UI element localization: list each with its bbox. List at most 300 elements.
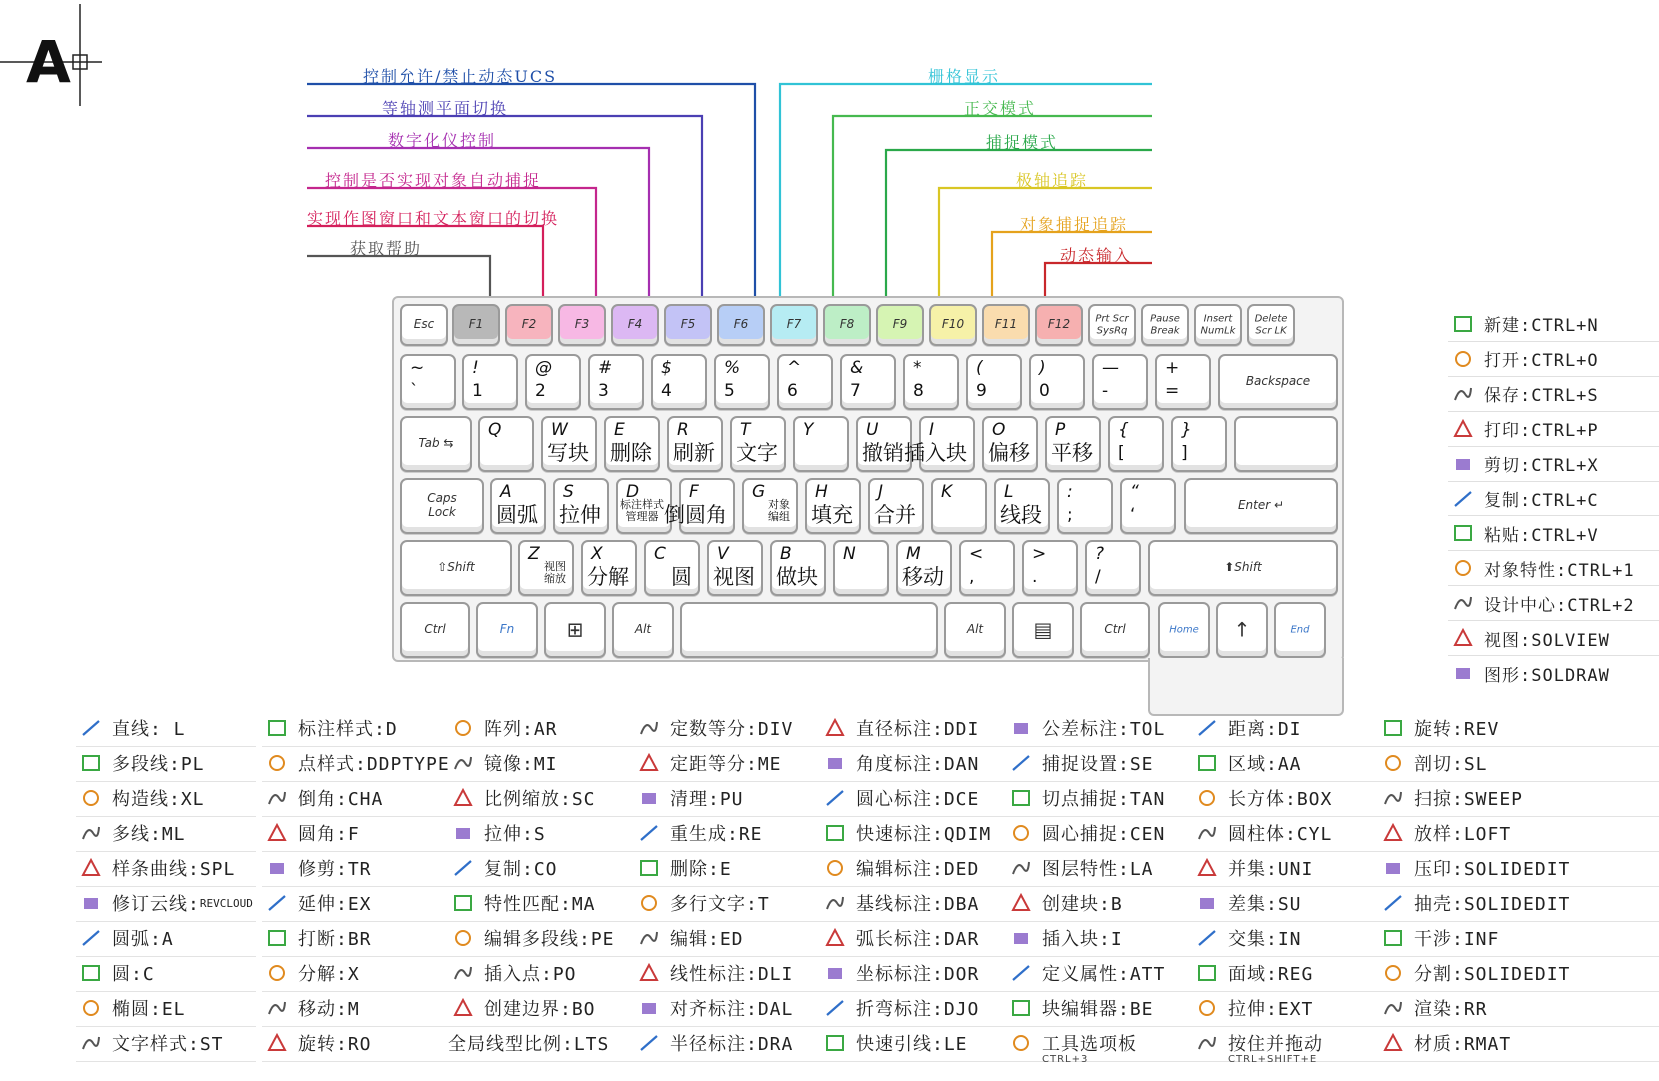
key-lalt[interactable] (612, 602, 674, 658)
copy-object-icon (452, 858, 474, 878)
key-label: F6 (733, 317, 749, 332)
key-lbr[interactable] (1108, 416, 1164, 472)
shortcut-item[interactable] (1448, 515, 1659, 550)
command-item[interactable] (448, 710, 634, 747)
command-item[interactable] (1006, 920, 1192, 957)
command-item[interactable] (1378, 1025, 1659, 1062)
command-item[interactable] (448, 745, 634, 782)
key-command-label: 写块 (547, 441, 589, 465)
command-item[interactable] (634, 850, 820, 887)
command-item[interactable] (76, 815, 256, 852)
key-equal[interactable] (1155, 354, 1211, 410)
key-bottom-label: 5 (724, 381, 735, 401)
command-item[interactable] (76, 885, 256, 922)
key-top-label: K (941, 482, 953, 502)
command-label: 距离:DI (1228, 719, 1302, 740)
command-item[interactable] (262, 710, 448, 747)
extend-icon (266, 893, 288, 913)
insert-icon (1010, 928, 1032, 948)
key-label: F2 (521, 317, 537, 332)
shortcut-item[interactable] (1448, 411, 1659, 446)
command-item[interactable] (262, 1025, 448, 1062)
key-bottom-label: 0 (1039, 381, 1050, 401)
command-item[interactable] (1006, 955, 1192, 992)
key-f4[interactable] (611, 304, 659, 346)
key-k2[interactable] (525, 354, 581, 410)
command-label: 椭圆:EL (112, 999, 186, 1020)
command-item[interactable] (1378, 920, 1659, 957)
key-ckey[interactable] (644, 540, 700, 596)
key-f12[interactable] (1035, 304, 1083, 346)
key-command-label: 填充 (811, 503, 853, 527)
command-item[interactable] (1192, 990, 1378, 1027)
command-label: 快速标注:QDIM (856, 824, 992, 845)
key-k1[interactable] (462, 354, 518, 410)
command-item[interactable] (448, 780, 634, 817)
key-comma[interactable] (959, 540, 1015, 596)
key-f2[interactable] (505, 304, 553, 346)
key-x[interactable] (581, 540, 637, 596)
key-bottom-label: - (1102, 381, 1109, 401)
dim-style-icon (266, 718, 288, 738)
key-backspace[interactable] (1218, 354, 1338, 410)
dim-linear-icon (638, 963, 660, 983)
command-item[interactable] (448, 850, 634, 887)
key-command-label: 拉伸 (559, 503, 601, 527)
key-label: Pause Break (1150, 313, 1180, 336)
command-label: 旋转:RO (298, 1034, 372, 1055)
command-item[interactable] (262, 780, 448, 817)
command-item[interactable] (820, 885, 1006, 922)
key-top-label: — (1102, 358, 1119, 378)
command-item[interactable] (1378, 990, 1659, 1027)
command-item[interactable] (1192, 1025, 1378, 1065)
polyline-icon (80, 753, 102, 773)
key-pause[interactable] (1141, 304, 1189, 346)
command-item[interactable] (634, 920, 820, 957)
key-tab[interactable] (400, 416, 472, 472)
command-item[interactable] (1378, 745, 1659, 782)
command-item[interactable] (1192, 745, 1378, 782)
key-bottom-label: ] (1181, 443, 1188, 463)
key-label: F10 (941, 317, 965, 332)
key-f9[interactable] (876, 304, 924, 346)
mirror-icon (452, 753, 474, 773)
key-command-label: 分解 (587, 565, 629, 589)
key-command-label: 文字 (736, 441, 778, 465)
key-grave[interactable] (400, 354, 456, 410)
command-item[interactable] (1378, 780, 1659, 817)
key-semi[interactable] (1057, 478, 1113, 534)
key-k[interactable] (931, 478, 987, 534)
command-label: 删除:E (670, 859, 732, 880)
point-icon (452, 963, 474, 983)
command-item[interactable] (76, 710, 256, 747)
key-label: ⬆Shift (1224, 560, 1262, 575)
shortcut-item[interactable] (1448, 620, 1659, 655)
key-r[interactable] (667, 416, 723, 472)
command-item[interactable] (820, 815, 1006, 852)
command-label: 交集:IN (1228, 929, 1302, 950)
command-item[interactable] (634, 710, 820, 747)
command-label: 创建块:B (1042, 894, 1123, 915)
key-end[interactable] (1274, 602, 1326, 658)
key-w[interactable] (541, 416, 597, 472)
dim-ordinate-icon (824, 963, 846, 983)
properties-icon (1452, 558, 1474, 578)
key-quote[interactable] (1120, 478, 1176, 534)
command-item[interactable] (76, 780, 256, 817)
command-label: 基线标注:DBA (856, 894, 980, 915)
callout-label-f7: 栅格显示 (927, 67, 1000, 86)
key-n[interactable] (833, 540, 889, 596)
command-label: 图层特性:LA (1042, 859, 1154, 880)
command-label: 半径标注:DRA (670, 1034, 794, 1055)
command-item[interactable] (634, 1025, 820, 1062)
key-top-label: N (843, 544, 856, 564)
command-label: 定数等分:DIV (670, 719, 794, 740)
command-item[interactable] (820, 710, 1006, 747)
key-bslash[interactable] (1234, 416, 1338, 472)
key-win[interactable] (544, 602, 606, 658)
chamfer-icon (266, 788, 288, 808)
key-f[interactable] (664, 478, 735, 534)
shortcut-item[interactable] (1448, 341, 1659, 376)
key-f10[interactable] (929, 304, 977, 346)
key-top-label: O (992, 420, 1006, 440)
quick-dim-icon (824, 823, 846, 843)
key-y[interactable] (793, 416, 849, 472)
command-item[interactable] (262, 885, 448, 922)
key-f5[interactable] (664, 304, 712, 346)
key-p[interactable] (1045, 416, 1101, 472)
shortcut-item[interactable] (1448, 376, 1659, 411)
key-g[interactable] (742, 478, 798, 534)
key-bottom-label: . (1032, 567, 1038, 587)
command-label: 圆角:F (298, 824, 360, 845)
save-icon (1452, 384, 1474, 404)
key-command-label: 视图 缩放 (544, 559, 566, 586)
command-item[interactable] (262, 850, 448, 887)
command-item[interactable] (76, 745, 256, 782)
key-delete[interactable] (1247, 304, 1295, 346)
circle-icon (80, 963, 102, 983)
key-i[interactable] (904, 416, 975, 472)
fillet-icon (266, 823, 288, 843)
key-f7[interactable] (770, 304, 818, 346)
key-j[interactable] (868, 478, 924, 534)
key-insert[interactable] (1194, 304, 1242, 346)
command-item[interactable] (634, 990, 820, 1027)
key-command-label: 删除 (610, 441, 652, 465)
command-label: 复制:CO (484, 859, 558, 880)
command-label: 编辑多段线:PE (484, 929, 615, 950)
key-command-label: 对象 编组 (768, 497, 790, 524)
command-item[interactable] (1192, 955, 1378, 992)
command-item[interactable] (1006, 780, 1192, 817)
key-f3[interactable] (558, 304, 606, 346)
key-top-label: S (563, 482, 574, 502)
key-bottom-label: 1 (472, 381, 483, 401)
command-label: 公差标注:TOL (1042, 719, 1166, 740)
key-h[interactable] (805, 478, 861, 534)
shortcut-item[interactable] (1448, 446, 1659, 481)
command-item[interactable] (820, 955, 1006, 992)
shortcut-item[interactable] (1448, 655, 1659, 690)
loft-icon (1382, 823, 1404, 843)
key-tkey[interactable] (730, 416, 786, 472)
command-item[interactable] (262, 955, 448, 992)
key-lshift[interactable] (400, 540, 512, 596)
command-item[interactable] (76, 850, 256, 887)
command-label: 编辑标注:DED (856, 859, 980, 880)
command-label: 圆弧:A (112, 929, 174, 950)
key-z[interactable] (518, 540, 574, 596)
key-command-label: 圆 (671, 565, 692, 589)
trim-icon (266, 858, 288, 878)
command-item[interactable] (262, 990, 448, 1027)
key-enter[interactable] (1184, 478, 1338, 534)
key-menu[interactable] (1012, 602, 1074, 658)
command-item[interactable] (820, 780, 1006, 817)
key-bkey[interactable] (770, 540, 826, 596)
key-k9[interactable] (966, 354, 1022, 410)
command-item[interactable] (262, 920, 448, 957)
key-bottom-label: 4 (661, 381, 672, 401)
command-label: 定距等分:ME (670, 754, 782, 775)
svg-text:A: A (26, 28, 71, 96)
command-grid (76, 710, 1659, 1081)
cylinder-icon (1196, 823, 1218, 843)
key-a[interactable] (490, 478, 546, 534)
command-label: 圆心捕捉:CEN (1042, 824, 1166, 845)
key-top-label: T (740, 420, 751, 440)
key-f11[interactable] (982, 304, 1030, 346)
command-item[interactable] (820, 920, 1006, 957)
command-label: 拉伸:EXT (1228, 999, 1314, 1020)
command-item[interactable] (448, 885, 634, 922)
key-space[interactable] (680, 602, 938, 658)
shortcut-item[interactable] (1448, 306, 1659, 341)
callout-label-f9: 捕捉模式 (985, 133, 1058, 152)
key-period[interactable] (1022, 540, 1078, 596)
callout-line-f6 (307, 84, 755, 302)
sweep-icon (1382, 788, 1404, 808)
key-k0[interactable] (1029, 354, 1085, 410)
command-label: 清理:PU (670, 789, 744, 810)
key-slash[interactable] (1085, 540, 1141, 596)
command-item[interactable] (1006, 990, 1192, 1027)
command-item[interactable] (634, 780, 820, 817)
command-item[interactable] (820, 990, 1006, 1027)
shortcut-label: 粘贴:CTRL+V (1484, 525, 1599, 546)
key-k8[interactable] (903, 354, 959, 410)
key-bottom-label: 9 (976, 381, 987, 401)
command-item[interactable] (1006, 850, 1192, 887)
key-s[interactable] (553, 478, 609, 534)
shortcut-label: 剪切:CTRL+X (1484, 456, 1599, 477)
command-label: 插入块:I (1042, 929, 1123, 950)
subtract-icon (1196, 893, 1218, 913)
command-item[interactable] (1192, 850, 1378, 887)
key-k5[interactable] (714, 354, 770, 410)
key-esc[interactable] (400, 304, 448, 346)
slice-icon (1382, 753, 1404, 773)
command-item[interactable] (1006, 1025, 1192, 1065)
key-label: ↑ (1233, 617, 1251, 642)
key-l[interactable] (994, 478, 1050, 534)
key-o[interactable] (982, 416, 1038, 472)
shortcut-item[interactable] (1448, 550, 1659, 585)
dim-radius-icon (638, 1033, 660, 1053)
presspull-icon (1196, 1033, 1218, 1053)
key-caps[interactable] (400, 478, 484, 534)
shortcut-item[interactable] (1448, 585, 1659, 620)
command-item[interactable] (262, 815, 448, 852)
command-item[interactable] (634, 745, 820, 782)
key-top-label: M (906, 544, 921, 564)
command-label: 直径标注:DDI (856, 719, 980, 740)
callout-label-f1: 获取帮助 (350, 239, 423, 258)
command-item[interactable] (1192, 815, 1378, 852)
key-label: Esc (413, 317, 435, 332)
extrude-icon (1196, 998, 1218, 1018)
command-label: 多段线:PL (112, 754, 205, 775)
key-command-label: 平移 (1051, 441, 1093, 465)
key-top-label: { (1118, 420, 1129, 440)
command-item[interactable] (262, 745, 448, 782)
command-item[interactable] (1378, 955, 1659, 992)
command-item[interactable] (1378, 850, 1659, 887)
command-label: 剖切:SL (1414, 754, 1488, 775)
shortcut-label: 复制:CTRL+C (1484, 491, 1599, 511)
rotate-icon (266, 1033, 288, 1053)
edit-text-icon (638, 928, 660, 948)
key-ralt[interactable] (944, 602, 1006, 658)
key-f1[interactable] (452, 304, 500, 346)
command-item[interactable] (1378, 710, 1659, 747)
command-item[interactable] (1378, 815, 1659, 852)
key-minus[interactable] (1092, 354, 1148, 410)
key-v[interactable] (707, 540, 763, 596)
command-item[interactable] (76, 1025, 256, 1062)
command-item[interactable] (1192, 920, 1378, 957)
key-top-label: W (551, 420, 568, 440)
autocad-logo (0, 0, 110, 110)
key-top-label: L (1004, 482, 1014, 502)
scale-icon (452, 788, 474, 808)
key-lctrl[interactable] (400, 602, 470, 658)
key-k6[interactable] (777, 354, 833, 410)
key-home[interactable] (1158, 602, 1210, 658)
key-fn[interactable] (476, 602, 538, 658)
command-label: 面域:REG (1228, 964, 1314, 985)
command-item[interactable] (1192, 885, 1378, 922)
command-item[interactable] (448, 955, 634, 992)
command-label: 圆心标注:DCE (856, 789, 980, 810)
key-e[interactable] (604, 416, 660, 472)
measure-icon (638, 753, 660, 773)
key-top-label: F (689, 482, 699, 502)
key-top-label: ! (472, 358, 479, 378)
command-item[interactable] (448, 920, 634, 957)
copy-icon (1452, 489, 1474, 509)
command-label: 拉伸:S (484, 824, 546, 845)
command-item[interactable] (1006, 815, 1192, 852)
region-icon (1196, 963, 1218, 983)
key-command-label: 插入块 (904, 441, 967, 465)
key-label: F11 (994, 317, 1018, 332)
command-item[interactable] (448, 990, 634, 1027)
callout-label-f8: 正交模式 (963, 99, 1036, 118)
command-item[interactable] (1378, 885, 1659, 922)
array-icon (452, 718, 474, 738)
key-top-label: # (598, 358, 613, 378)
key-top-label: H (815, 482, 828, 502)
command-item[interactable] (1006, 745, 1192, 782)
command-item[interactable] (448, 1025, 634, 1062)
callout-label-f4: 数字化仪控制 (388, 131, 497, 150)
command-item[interactable] (634, 955, 820, 992)
key-top-label: Y (803, 420, 814, 440)
key-k4[interactable] (651, 354, 707, 410)
open-folder-icon (1452, 349, 1474, 369)
key-top-label: R (677, 420, 689, 440)
key-up[interactable] (1216, 602, 1268, 658)
command-item[interactable] (820, 1025, 1006, 1062)
command-item[interactable] (820, 745, 1006, 782)
dim-edit-icon (824, 858, 846, 878)
command-item[interactable] (76, 920, 256, 957)
interfere-icon (1382, 928, 1404, 948)
key-top-label: U (866, 420, 879, 440)
key-k3[interactable] (588, 354, 644, 410)
command-item[interactable] (448, 815, 634, 852)
shortcut-item[interactable] (1448, 481, 1659, 516)
dim-arc-icon (824, 928, 846, 948)
key-rshift[interactable] (1148, 540, 1338, 596)
key-label: Alt (966, 622, 984, 637)
key-f6[interactable] (717, 304, 765, 346)
callout-label-f11: 对象捕捉追踪 (1019, 215, 1128, 234)
command-item[interactable] (76, 990, 256, 1027)
center-mark-icon (824, 788, 846, 808)
key-rbr[interactable] (1171, 416, 1227, 472)
design-center-icon (1452, 593, 1474, 613)
command-item[interactable] (634, 885, 820, 922)
command-label: 干涉:INF (1414, 929, 1500, 950)
dim-baseline-icon (824, 893, 846, 913)
key-bottom-label: 2 (535, 381, 546, 401)
command-item[interactable] (634, 815, 820, 852)
command-item[interactable] (76, 955, 256, 992)
key-label: Backspace (1245, 374, 1311, 389)
key-top-label: I (929, 420, 935, 440)
key-k7[interactable] (840, 354, 896, 410)
key-f8[interactable] (823, 304, 871, 346)
shortcut-label: 对象特性:CTRL+1 (1484, 560, 1635, 581)
key-q[interactable] (478, 416, 534, 472)
key-command-label: 倒圆角 (664, 503, 727, 527)
arc-icon (80, 928, 102, 948)
key-m[interactable] (896, 540, 952, 596)
key-rctrl[interactable] (1080, 602, 1150, 658)
command-item[interactable] (1192, 780, 1378, 817)
command-label: 比例缩放:SC (484, 789, 596, 810)
command-item[interactable] (1006, 885, 1192, 922)
command-item[interactable] (820, 850, 1006, 887)
key-prtscr[interactable] (1088, 304, 1136, 346)
